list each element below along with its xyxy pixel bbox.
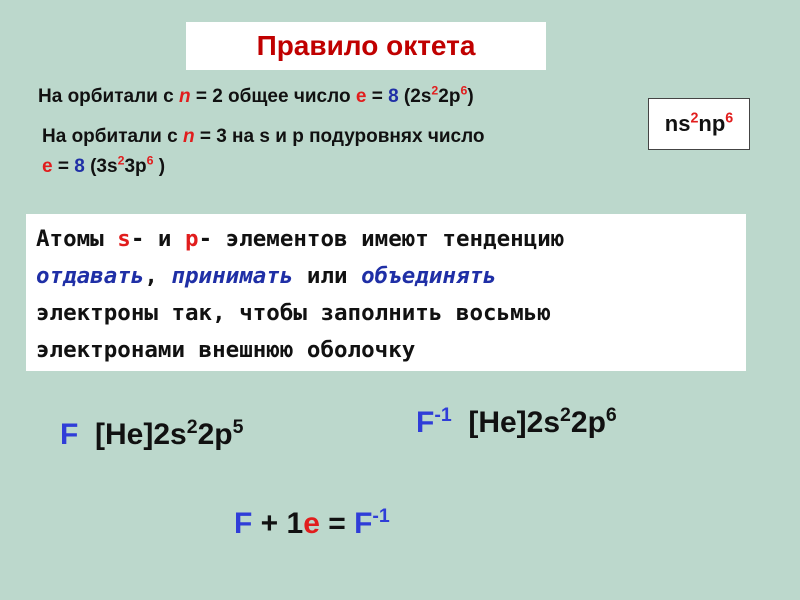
tendency-line-2: отдавать, принимать или объединять	[36, 263, 497, 289]
orbital-n2-line	[38, 83, 474, 108]
fluorine-config: F $[He]2s^22p^5$	[60, 416, 244, 451]
line3-config-open: (3s	[84, 156, 118, 177]
fluoride-symbol: F	[416, 406, 435, 439]
orbital-n3-line	[42, 126, 485, 148]
fluorine-symbol: F	[60, 418, 79, 451]
line2-mid: = 3 на s и p подуровнях число	[194, 126, 485, 147]
s-label: s	[117, 226, 131, 252]
tendency-line-3: электроны так, чтобы заполнить восьмью	[36, 300, 551, 326]
electron-count: 8	[74, 156, 85, 177]
line1-sup1: 2	[431, 83, 439, 98]
slide-title: Правило октета	[256, 30, 476, 61]
verb-give: отдавать	[36, 263, 145, 289]
line1-mid: = 2 общее число	[190, 86, 356, 107]
fluoride-charge: -1	[434, 404, 452, 426]
general-formula: $ns^2np^6$	[664, 110, 734, 136]
line1-config-open: (2s	[398, 86, 432, 107]
electron-count: 8	[388, 86, 399, 107]
n-symbol: n	[182, 126, 195, 147]
tendency-line-4: электронами внешнюю оболочку	[36, 337, 416, 363]
verb-accept: принимать	[171, 263, 294, 289]
line1-eq: =	[366, 86, 389, 107]
n-symbol: n	[178, 86, 191, 107]
electron-symbol: е	[303, 507, 320, 540]
verb-share: объединять	[361, 263, 497, 289]
tendency-text-box	[26, 214, 746, 371]
orbital-n3-count-line	[42, 153, 166, 178]
general-formula-box	[648, 98, 750, 150]
p-label: р	[185, 226, 199, 252]
line2-prefix: На орбитали с	[42, 126, 183, 147]
line1-prefix: На орбитали с	[38, 86, 179, 107]
ionization-equation: $F + 1е = F^{-1}$	[234, 505, 390, 540]
line1-sup2: 6	[460, 83, 468, 98]
line3-config-mid: 3p	[124, 156, 147, 177]
fluoride-config: $F^{-1}$ $[He]2s^22p^6$	[416, 404, 617, 439]
line3-eq: =	[52, 156, 75, 177]
line1-config-mid: 2p	[438, 86, 461, 107]
tendency-line-1: Атомы s- и р- элементов имеют тенденцию	[36, 226, 565, 252]
line3-config-close: )	[153, 156, 166, 177]
line1-config-close: )	[467, 86, 474, 107]
electron-symbol: е	[42, 156, 53, 177]
line3-sup1: 2	[117, 153, 125, 168]
line3-sup2: 6	[146, 153, 154, 168]
title-box	[186, 22, 546, 70]
electron-symbol: е	[355, 86, 367, 107]
